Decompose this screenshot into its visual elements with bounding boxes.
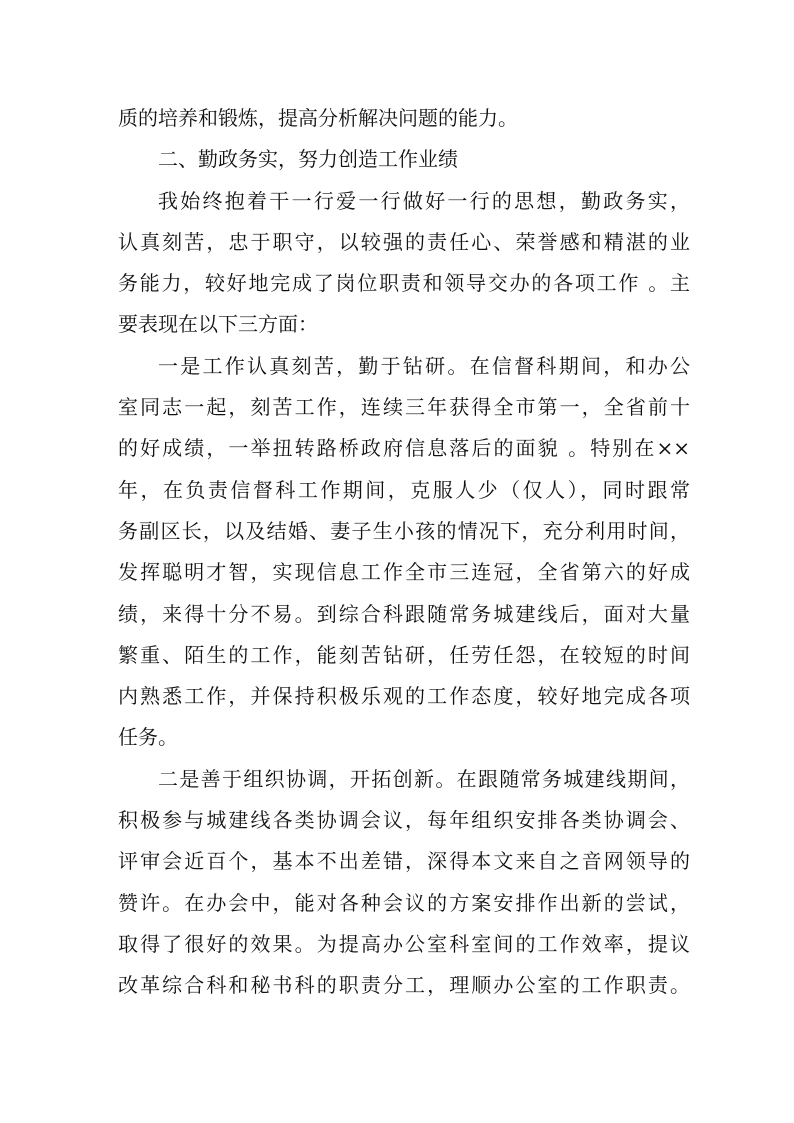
paragraph-line: 的好成绩，一举扭转路桥政府信息落后的面貌 。特别在××: [118, 436, 690, 461]
paragraph-line: 务副区长，以及结婚、妻子生小孩的情况下，充分利用时间，: [118, 518, 690, 543]
section-heading: 二、勤政务实，努力创造工作业绩: [158, 147, 458, 172]
paragraph-line: 认真刻苦，忠于职守，以较强的责任心、荣誉感和精湛的业: [118, 229, 690, 254]
paragraph-line: 评审会近百个，基本不出差错，深得本文来自之音网领导的: [118, 849, 690, 874]
paragraph-line: 绩，来得十分不易。到综合科跟随常务城建线后，面对大量: [118, 601, 690, 626]
paragraph-line: 二是善于组织协调，开拓创新。在跟随常务城建线期间，: [158, 766, 690, 791]
document-page: [118, 98, 690, 1007]
paragraph-line: 繁重、陌生的工作，能刻苦钻研，任劳任怨，在较短的时间: [118, 642, 690, 667]
paragraph-line: 积极参与城建线各类协调会议，每年组织安排各类协调会、: [118, 808, 690, 833]
paragraph-line: 一是工作认真刻苦，勤于钻研。在信督科期间，和办公: [158, 353, 690, 378]
paragraph-line: 我始终抱着干一行爱一行做好一行的思想，勤政务实，: [158, 188, 690, 213]
paragraph-line: 室同志一起，刻苦工作，连续三年获得全市第一，全省前十: [118, 395, 690, 420]
paragraph-line: 年，在负责信督科工作期间，克服人少（仅人），同时跟常: [118, 477, 690, 502]
paragraph-line: 质的培养和锻炼，提高分析解决问题的能力。: [118, 106, 518, 130]
paragraph-line: 赞许。在办会中，能对各种会议的方案安排作出新的尝试，: [118, 890, 690, 915]
paragraph-line: 任务。: [118, 725, 178, 750]
paragraph-line: 内熟悉工作，并保持积极乐观的工作态度，较好地完成各项: [118, 684, 690, 709]
paragraph-line: 取得了很好的效果。为提高办公室科室间的工作效率，提议: [118, 931, 690, 956]
paragraph-line: 发挥聪明才智，实现信息工作全市三连冠，全省第六的好成: [118, 560, 690, 585]
paragraph-line: 改革综合科和秘书科的职责分工，理顺办公室的工作职责。: [118, 973, 690, 998]
paragraph-line: 要表现在以下三方面：: [118, 312, 318, 337]
paragraph-line: 务能力，较好地完成了岗位职责和领导交办的各项工作 。主: [118, 271, 690, 296]
